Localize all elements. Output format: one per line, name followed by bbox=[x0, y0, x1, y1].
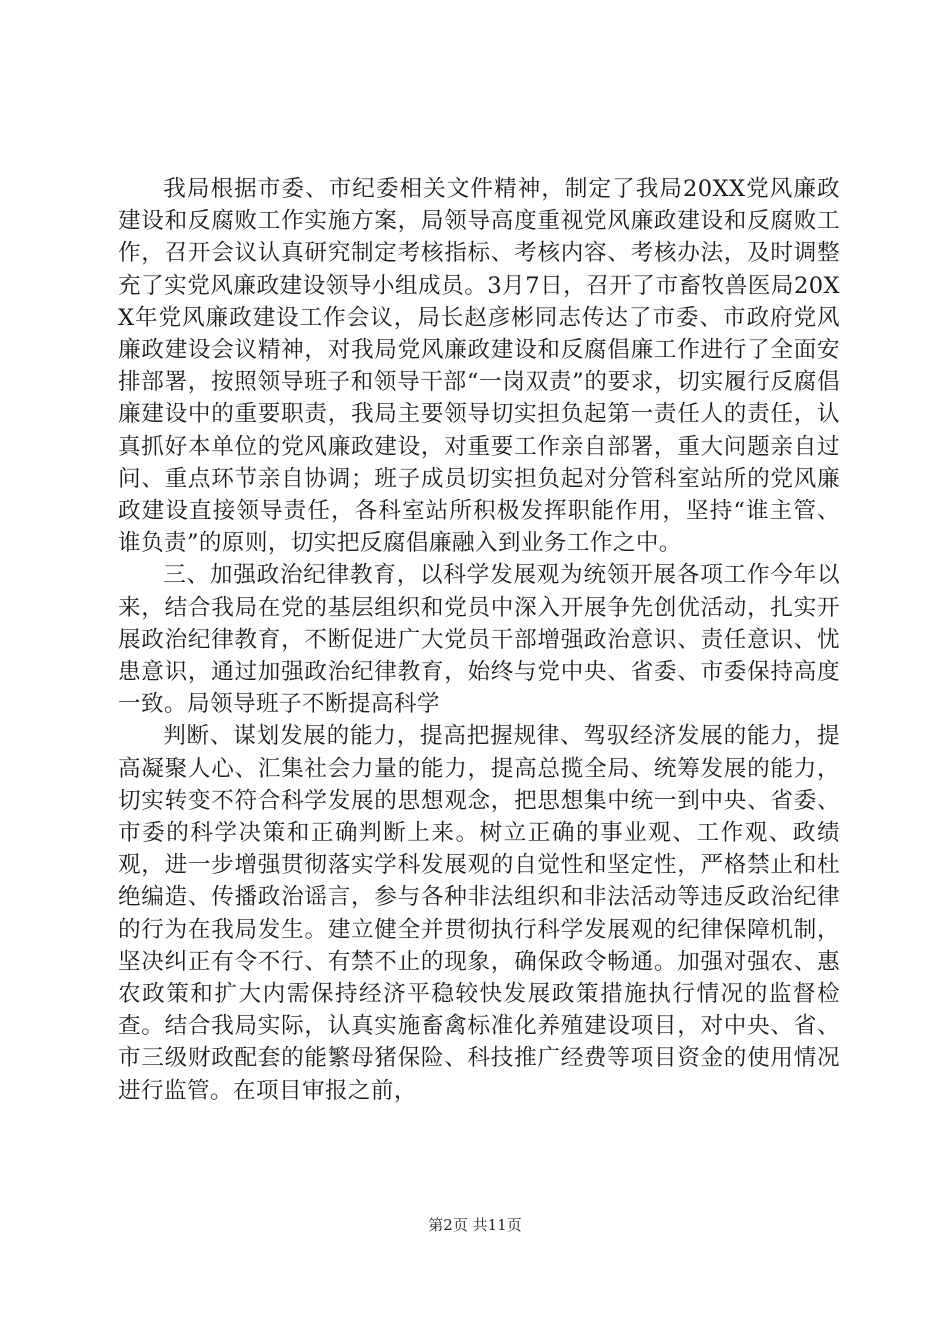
page-footer: 第2页 共11页 bbox=[428, 1216, 522, 1234]
document-body bbox=[118, 173, 840, 1107]
body-paragraph-1: 我局根据市委、市纪委相关文件精神，制定了我局20XX党风廉政建设和反腐败工作实施方案，局领导高度重视党风廉政建设和反腐败工作，召开会议认真研究制定考核指标、考核内容、考核办法，及时调整充了实党风廉政建设领导小组成员。3月7日，召开了市畜牧兽医局20XX年党风廉政建设工作会议，局长赵彦彬同志传达了市委、市政府党风廉政建设会议精神，对我局党风廉政建设和反腐倡廉工作进行了全面安排部署，按照领导班子和领导干部“一岗双责”的要求，切实履行反腐倡廉建设中的重要职责，我局主要领导切实担负起第一责任人的责任，认真抓好本单位的党风廉政建设，对重要工作亲自部署，重大问题亲自过问、重点环节亲自协调；班子成员切实担负起对分管科室站所的党风廉政建设直接领导责任，各科室站所积极发挥职能作用，坚持“谁主管、谁负责”的原则，切实把反腐倡廉融入到业务工作之中。 bbox=[118, 176, 840, 557]
body-paragraph-3: 判断、谋划发展的能力，提高把握规律、驾驭经济发展的能力，提高凝聚人心、汇集社会力量的能力，提高总揽全局、统筹发展的能力，切实转变不符合科学发展的思想观念，把思想集中统一到中央、省委、市委的科学决策和正确判断上来。树立正确的事业观、工作观、政绩观，进一步增强贯彻落实学科发展观的自觉性和坚定性，严格禁止和杜绝编造、传播政治谣言，参与各种非法组织和非法活动等违反政治纪律的行为在我局发生。建立健全并贯彻执行科学发展观的纪律保障机制，坚决纠正有令不行、有禁不止的现象，确保政令畅通。加强对强农、惠农政策和扩大内需保持经济平稳较快发展政策措施执行情况的监督检查。结合我局实际，认真实施畜禽标准化养殖建设项目，对中央、省、市三级财政配套的能繁母猪保险、科技推广经费等项目资金的使用情况进行监管。在项目审报之前， bbox=[118, 723, 840, 1104]
body-paragraph-2: 三、加强政治纪律教育，以科学发展观为统领开展各项工作今年以来，结合我局在党的基层组织和党员中深入开展争先创优活动，扎实开展政治纪律教育，不断促进广大党员干部增强政治意识、责任意识、忧患意识，通过加强政治纪律教育，始终与党中央、省委、市委保持高度一致。局领导班子不断提高科学 bbox=[118, 562, 840, 718]
